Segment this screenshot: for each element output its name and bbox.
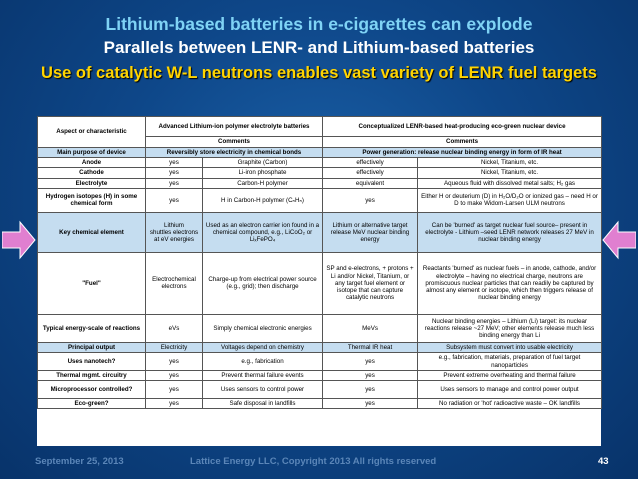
footer-copyright: Lattice Energy LLC, Copyright 2013 All rights reserved [190,456,437,467]
row-label: Key chemical element [38,212,146,252]
cell-bold: neutrons are promiscuous nuclear particles that can readily be captured by almost any element or isotope, which then triggers release of nuclear binding energy [425,272,594,302]
cell: yes [323,353,418,371]
cell: effectively [323,168,418,178]
cell: Uses sensors to manage and control power output [418,381,602,399]
lenr-column-header: Conceptualized LENR-based heat-producing eco-green nuclear device [323,117,602,137]
cell: equivalent [323,178,418,188]
title-line-3: Use of catalytic W-L neutrons enables vast variety of LENR fuel targets [41,64,597,82]
table-row [38,178,602,188]
table-row [38,314,602,342]
cell: Thermal IR heat [323,342,418,352]
arrow-left-icon [602,220,636,260]
cell-text: release MeV nuclear binding energy [330,228,410,243]
cell: Nickel, Titanium, etc. [418,158,602,168]
cell: Electrochemical electrons [146,252,203,314]
cell: Nickel, Titanium, etc. [418,168,602,178]
cell: Voltages depend on chemistry [203,342,323,352]
cell: SP and e-electrons, + protons + Li and/or Nickel, Titanium, or any target fuel element or isotope that can capture catalytic neutrons [323,252,418,314]
row-label: Hydrogen isotopes (H) in some chemical form [38,188,146,212]
cell: No radiation or 'hot' radioactive waste – OK landfills [418,399,602,409]
table-row [38,353,602,371]
footer-date: September 25, 2013 [35,456,124,467]
cell: yes [146,158,203,168]
cell: Graphite (Carbon) [203,158,323,168]
cell: Electricity [146,342,203,352]
cell [323,212,418,252]
cell: Aqueous fluid with dissolved metal salts; H₂ gas [418,178,602,188]
cell: Uses sensors to control power [203,381,323,399]
cell: Li-iron phosphate [203,168,323,178]
row-label: Eco-green? [38,399,146,409]
cell: Safe disposal in landfills [203,399,323,409]
cell: yes [146,399,203,409]
cell: yes [323,371,418,381]
row-label: Anode [38,158,146,168]
li-column-header: Advanced Lithium-ion polymer electrolyte batteries [146,117,323,137]
cell: Subsystem must convert into usable electricity [418,342,602,352]
table-row [38,252,602,314]
row-label: Thermal mgmt. circuitry [38,371,146,381]
row-label: Microprocessor controlled? [38,381,146,399]
cell: Power generation: release nuclear binding energy in form of IR heat [323,148,602,158]
table-row [38,212,602,252]
cell-bold: Lithium or alternative target [332,221,408,229]
li-comments-header: Comments [146,137,323,148]
row-label: Main purpose of device [38,148,146,158]
cell-text: shuttles electrons at eV energies [149,228,199,243]
row-label: Cathode [38,168,146,178]
page-number: 43 [598,456,609,467]
table-row [38,342,602,352]
cell: e.g., fabrication, materials, preparation of fuel target nanoparticles [418,353,602,371]
cell [418,252,602,314]
aspect-header: Aspect or characteristic [38,117,146,148]
cell: yes [146,371,203,381]
lenr-comments-header: Comments [323,137,602,148]
row-label: "Fuel" [38,252,146,314]
table-row [38,158,602,168]
cell: e.g., fabrication [203,353,323,371]
table-row [38,168,602,178]
table-row [38,399,602,409]
row-label: Typical energy-scale of reactions [38,314,146,342]
table-row [38,188,602,212]
cell: Carbon-H polymer [203,178,323,188]
cell: Charge-up from electrical power source (e.g., grid); then discharge [203,252,323,314]
comparison-table [37,116,601,446]
cell: yes [146,188,203,212]
cell: yes [146,381,203,399]
table-row [38,371,602,381]
table-row [38,381,602,399]
cell [146,212,203,252]
cell: Reversibly store electricity in chemical bonds [146,148,323,158]
cell: yes [146,168,203,178]
cell: yes [323,381,418,399]
cell: Prevent thermal failure events [203,371,323,381]
cell-bold: Lithium [164,221,184,229]
row-label: Electrolyte [38,178,146,188]
cell: eVs [146,314,203,342]
cell: yes [146,178,203,188]
cell: yes [323,188,418,212]
cell: MeVs [323,314,418,342]
cell: H in Carbon-H polymer (CₙHₙ) [203,188,323,212]
arrow-right-icon [2,220,36,260]
cell: yes [146,353,203,371]
cell-text: Reactants 'burned' as nuclear fuels – in anode, cathode, and/or electrolyte – having no electrical charge, [422,265,597,280]
cell: Prevent extreme overheating and thermal failure [418,371,602,381]
row-label: Uses nanotech? [38,353,146,371]
cell: Used as an electron carrier ion found in a chemical compound, e.g., LiCoO₂ or LiₓFePO₄ [203,212,323,252]
title-line-2: Parallels between LENR- and Lithium-based batteries [103,38,535,57]
cell: Can be 'burned' as target nuclear fuel source– present in electrolyte - Lithium –seed LENR network releases 27 MeV in nuclear binding energy [418,212,602,252]
cell: effectively [323,158,418,168]
cell: yes [323,399,418,409]
cell: Simply chemical electronic energies [203,314,323,342]
cell: Nuclear binding energies – Lithium (Li) target: its nuclear reactions release ~27 MeV; other elements release much less binding energy than Li [418,314,602,342]
row-label: Principal output [38,342,146,352]
table-row [38,148,602,158]
cell: Either H or deuterium (D) in H₂O/D₂O or ionized gas – need H or D to make Widom-Larsen ULM neutrons [418,188,602,212]
title-line-1: Lithium-based batteries in e-cigarettes can explode [105,14,533,34]
